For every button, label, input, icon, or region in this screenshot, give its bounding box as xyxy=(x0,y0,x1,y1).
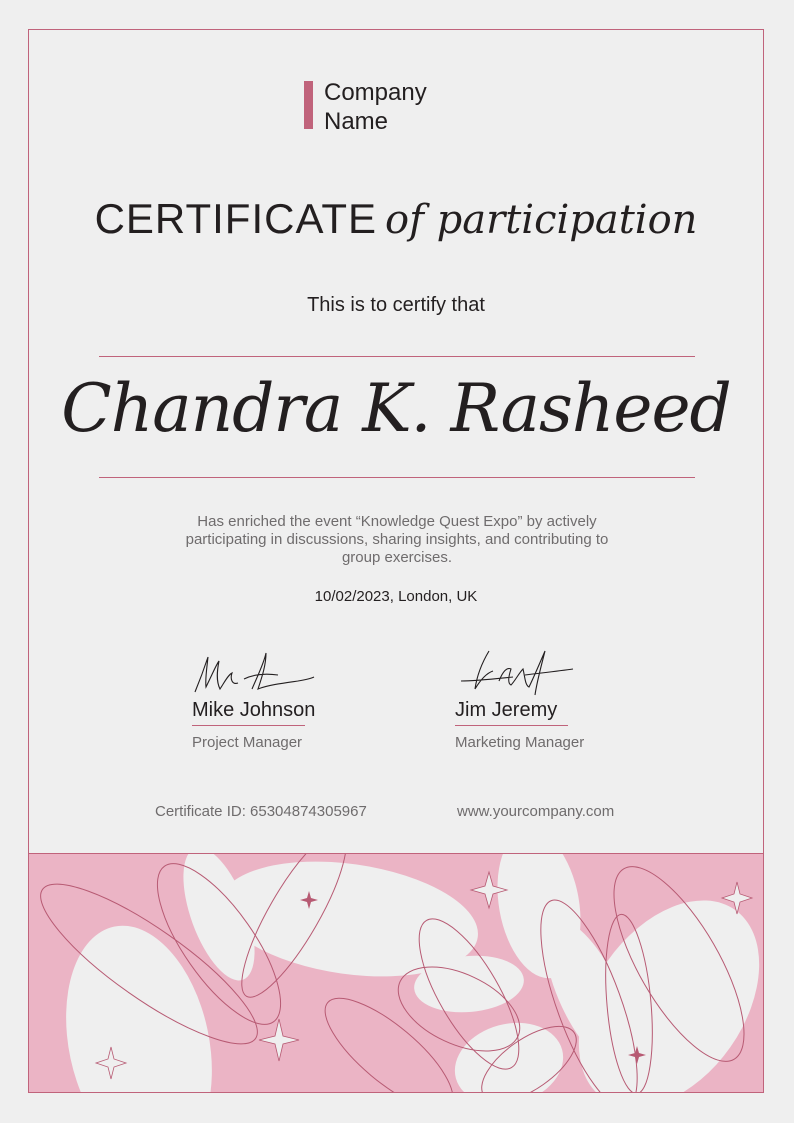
company-name xyxy=(324,78,427,136)
company-logo xyxy=(304,78,427,136)
date-location: 10/02/2023, London, UK xyxy=(314,588,478,605)
description-text: Has enriched the event “Knowledge Quest Expo” by actively participating in discussions, sharing insights, and contributing to group exercises. xyxy=(185,513,609,566)
title-sub: of participation xyxy=(385,197,698,243)
logo-bar xyxy=(304,81,313,129)
signature-jim-icon xyxy=(455,645,585,701)
certificate-frame xyxy=(28,29,764,1093)
signatory-role-2: Marketing Manager xyxy=(455,734,585,751)
recipient-name: Chandra K. Rasheed xyxy=(61,370,731,447)
divider-bottom xyxy=(99,477,695,478)
company-name-line1: Company xyxy=(324,79,427,106)
certificate-id: Certificate ID: 65304874305967 xyxy=(155,803,367,820)
signatory-role-1: Project Manager xyxy=(192,734,303,751)
company-website: www.yourcompany.com xyxy=(457,803,615,820)
company-name-line2: Name xyxy=(324,108,389,135)
certificate-title xyxy=(29,195,763,243)
intro-text: This is to certify that xyxy=(307,294,485,316)
signature-mike-icon xyxy=(192,645,322,701)
signature-block-1 xyxy=(192,645,392,751)
signature-block-2 xyxy=(455,645,655,751)
signatory-name-1: Mike Johnson xyxy=(192,699,305,726)
signatory-name-2: Jim Jeremy xyxy=(455,699,568,726)
decorative-pattern xyxy=(29,853,763,1093)
abstract-shapes-icon xyxy=(29,854,763,1093)
divider-top xyxy=(99,356,695,357)
title-main: CERTIFICATE xyxy=(94,195,378,242)
